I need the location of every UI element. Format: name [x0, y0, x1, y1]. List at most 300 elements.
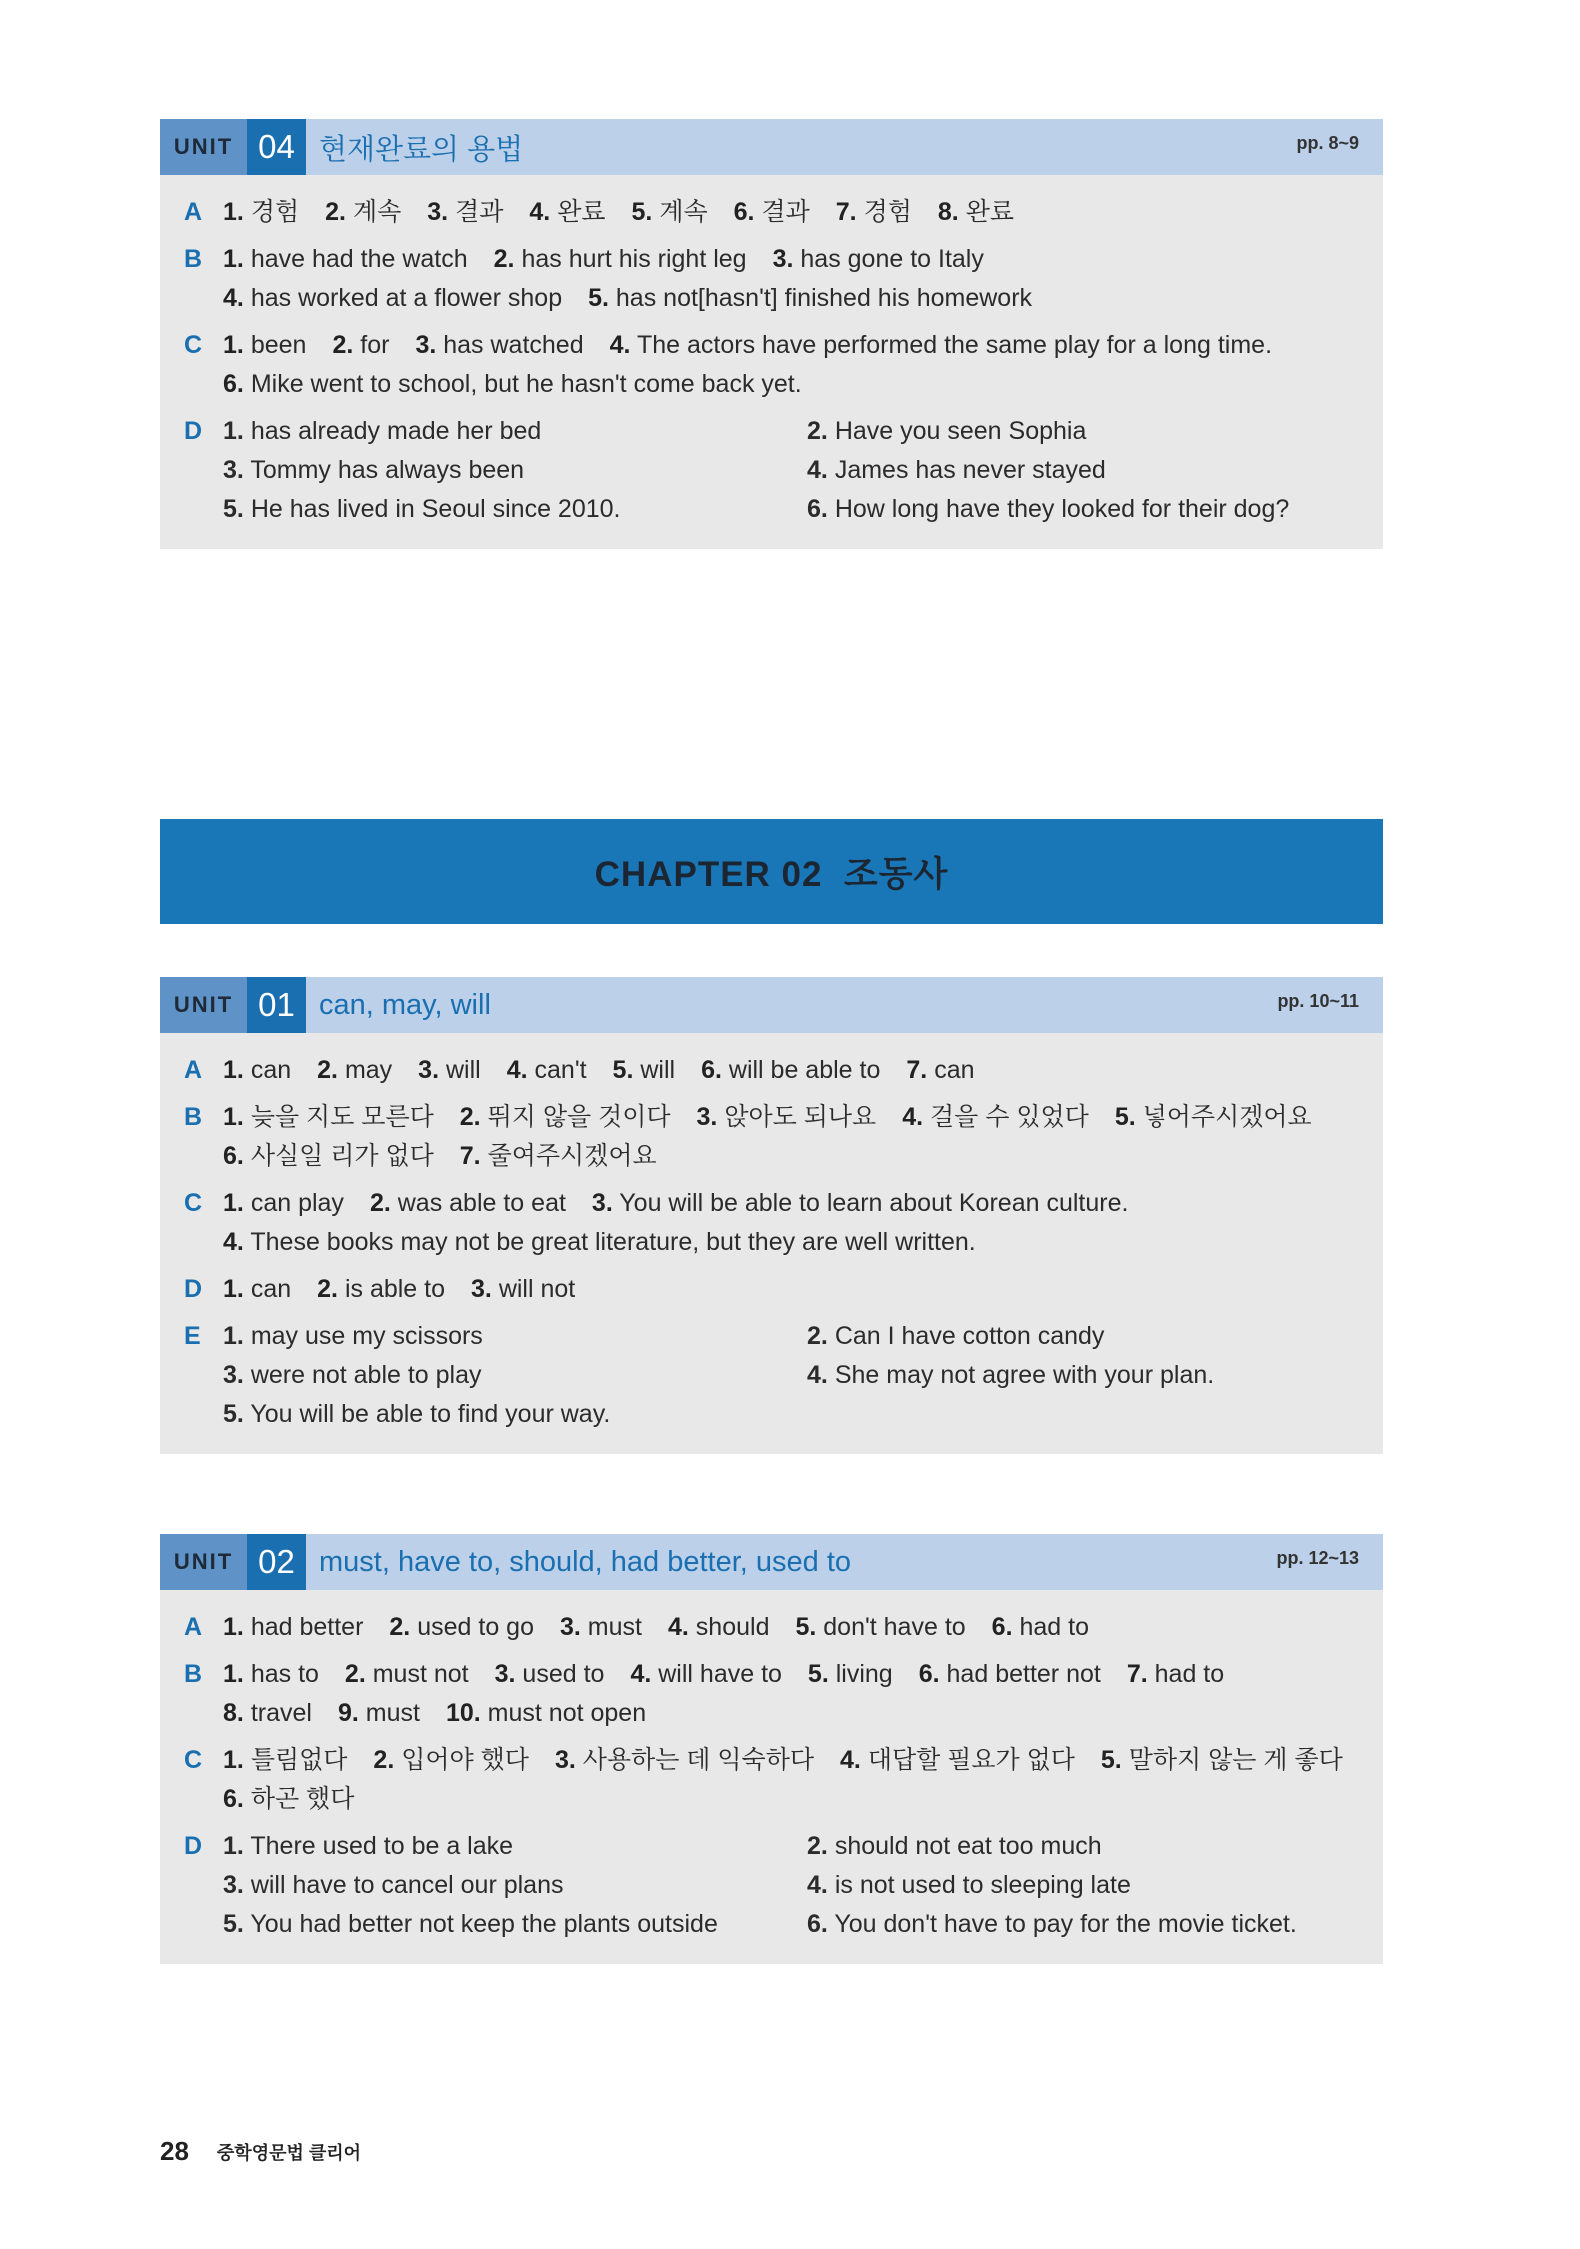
answer-item [795, 1613, 965, 1641]
answer-item [345, 1660, 469, 1688]
answer-number: 3. [223, 1871, 244, 1899]
answer-item [588, 284, 1032, 312]
answer-text: You had better not keep the plants outside [250, 1910, 718, 1938]
answer-row [223, 279, 1383, 318]
answer-rows [223, 240, 1383, 318]
answer-text: 사실일 리가 없다 [250, 1142, 434, 1170]
answer-number: 3. [494, 1660, 516, 1688]
unit-title: can, may, will [319, 988, 491, 1021]
answer-item [734, 198, 810, 226]
answer-number: 5. [1100, 1746, 1122, 1774]
answer-text: 늦을 지도 모른다 [250, 1103, 434, 1131]
answer-text: should [695, 1613, 770, 1641]
answer-item [495, 1660, 605, 1688]
answer-text: had to [1154, 1660, 1225, 1688]
answer-text: used to go [417, 1613, 534, 1641]
answer-text: 계속 [352, 198, 402, 226]
answer-number: 4. [807, 1361, 828, 1389]
answer-item [223, 198, 299, 226]
answer-number: 3. [418, 1056, 440, 1084]
answer-item [223, 1142, 434, 1170]
answer-text: has not[hasn't] finished his homework [615, 284, 1033, 312]
answer-number: 3. [559, 1613, 581, 1641]
answer-text: 계속 [659, 198, 708, 226]
answer-text: The actors have performed the same play for a long time. [636, 331, 1273, 359]
answer-number: 7. [835, 198, 857, 226]
answer-item [840, 1746, 1075, 1774]
section-letter: C [184, 1746, 203, 1774]
answer-item [471, 1275, 575, 1303]
page-number: 28 [160, 2136, 189, 2166]
answer-text: living [835, 1660, 893, 1688]
answer-number: 3. [696, 1103, 718, 1131]
answer-item [389, 1613, 534, 1641]
answer-number: 3. [427, 198, 449, 226]
answer-text: can [934, 1056, 975, 1084]
unit-number: 04 [247, 119, 306, 175]
book-title: 중학영문법 클리어 [216, 2142, 362, 2163]
answer-text: Can I have cotton candy [834, 1322, 1105, 1350]
answer-text: don't have to [823, 1613, 966, 1641]
answer-number: 9. [337, 1699, 359, 1727]
answer-item [555, 1746, 814, 1774]
answer-item [613, 1056, 676, 1084]
answer-number: 6. [733, 198, 755, 226]
answer-row [223, 1741, 1383, 1780]
answer-text: How long have they looked for their dog? [834, 495, 1290, 523]
section-letter: D [184, 417, 203, 445]
answer-text: You will be able to find your way. [250, 1400, 611, 1428]
section-letter: B [184, 1660, 203, 1688]
answer-text: 경험 [863, 198, 912, 226]
answer-text: were not able to play [250, 1361, 482, 1389]
unit-title: must, have to, should, had better, used to [319, 1545, 852, 1578]
unit-02-answers [160, 1534, 1383, 1964]
answer-number: 4. [667, 1613, 689, 1641]
answer-item [223, 284, 562, 312]
answer-text: He has lived in Seoul since 2010. [250, 495, 621, 523]
answer-text: You will be able to learn about Korean culture. [619, 1189, 1129, 1217]
answer-row [223, 365, 1383, 404]
answer-rows [223, 326, 1383, 404]
answer-text: must not [372, 1660, 469, 1688]
answer-item [223, 245, 468, 273]
answer-item [415, 331, 583, 359]
answer-number: 5. [631, 198, 653, 226]
answer-number: 2. [389, 1613, 411, 1641]
answer-text: had better [250, 1613, 364, 1641]
exercise-section-e [160, 1317, 1383, 1434]
answer-text: 결과 [455, 198, 504, 226]
answer-text: must [365, 1699, 420, 1727]
answer-item [223, 1395, 807, 1434]
answer-number: 6. [807, 1910, 828, 1938]
section-letter: C [184, 1189, 203, 1217]
empty-cell [807, 1395, 1383, 1434]
answer-text: will have to [658, 1660, 782, 1688]
answer-number: 5. [223, 1910, 244, 1938]
answer-item [906, 1056, 974, 1084]
answer-text: You don't have to pay for the movie ticket. [834, 1910, 1297, 1938]
answer-item [1127, 1660, 1224, 1688]
answer-item [460, 1142, 657, 1170]
answer-number: 1. [223, 1832, 244, 1860]
chapter-banner [160, 819, 1383, 924]
answer-number: 2. [373, 1746, 395, 1774]
answer-number: 2. [317, 1275, 338, 1303]
answer-item [836, 198, 912, 226]
answer-row [223, 1098, 1383, 1137]
answer-number: 3. [554, 1746, 576, 1774]
answer-rows [223, 1655, 1383, 1733]
answer-number: 2. [317, 1056, 338, 1084]
answer-text: should not eat too much [834, 1832, 1102, 1860]
exercise-section-c [160, 326, 1383, 404]
answer-item [223, 1228, 976, 1256]
answer-item [807, 451, 1383, 490]
answer-item [808, 1660, 893, 1688]
answer-item [630, 1660, 781, 1688]
exercise-section-c [160, 1741, 1383, 1819]
answer-item [592, 1189, 1129, 1217]
chapter-title: CHAPTER 02 조동사 [594, 854, 949, 894]
answer-row [223, 1655, 1383, 1694]
answer-number: 2. [369, 1189, 391, 1217]
answer-item [223, 1660, 319, 1688]
answer-item [223, 490, 807, 529]
answer-number: 5. [1114, 1103, 1136, 1131]
answer-item [919, 1660, 1101, 1688]
answer-number: 4. [807, 1871, 828, 1899]
answer-rows [223, 1608, 1383, 1647]
answer-number: 1. [223, 1189, 244, 1217]
answer-text: There used to be a lake [250, 1832, 514, 1860]
answer-number: 1. [223, 1056, 244, 1084]
answer-text: 결과 [761, 198, 810, 226]
answer-number: 10. [445, 1699, 481, 1727]
answer-item [427, 198, 503, 226]
answer-number: 3. [591, 1189, 613, 1217]
answer-row [223, 193, 1383, 232]
answer-number: 2. [807, 1832, 828, 1860]
answer-number: 6. [701, 1056, 722, 1084]
unit-body [160, 1590, 1383, 1964]
answer-text: had to [1019, 1613, 1089, 1641]
answer-number: 3. [415, 331, 437, 359]
answer-rows [223, 193, 1383, 232]
answer-text: is not used to sleeping late [834, 1871, 1131, 1899]
answer-item [1101, 1746, 1343, 1774]
answer-item [807, 1866, 1383, 1905]
answer-number: 8. [223, 1699, 244, 1727]
answer-text: was able to eat [397, 1189, 566, 1217]
answer-item [807, 412, 1383, 451]
answer-text: has already made her bed [250, 417, 542, 445]
exercise-section-c [160, 1184, 1383, 1262]
answer-number: 4. [529, 198, 551, 226]
answer-item [223, 370, 802, 398]
answer-number: 3. [223, 1361, 244, 1389]
answer-item [223, 1866, 807, 1905]
answer-item [223, 1785, 354, 1813]
answer-number: 4. [223, 284, 244, 312]
answer-item [507, 1056, 587, 1084]
page-footer [160, 2136, 361, 2167]
answer-number: 5. [223, 1400, 244, 1428]
answer-text: 하곤 했다 [250, 1785, 355, 1813]
answer-text: Mike went to school, but he hasn't come back yet. [250, 370, 802, 398]
answer-item [223, 1056, 291, 1084]
section-letter: C [184, 331, 203, 359]
answer-text: can play [250, 1189, 344, 1217]
answer-number: 4. [609, 331, 631, 359]
answer-item [902, 1103, 1089, 1131]
answer-number: 2. [332, 331, 354, 359]
answer-item [223, 331, 306, 359]
section-letter: E [184, 1322, 201, 1350]
answer-number: 4. [223, 1228, 244, 1256]
answer-number: 1. [223, 331, 244, 359]
answer-text: can [250, 1056, 292, 1084]
answer-text: 줄여주시겠어요 [487, 1142, 657, 1170]
answer-number: 2. [344, 1660, 366, 1688]
answer-item [632, 198, 708, 226]
answer-text: 완료 [965, 198, 1014, 226]
answer-number: 8. [937, 198, 959, 226]
answer-rows [223, 1827, 1383, 1944]
answer-number: 6. [991, 1613, 1013, 1641]
answer-number: 3. [471, 1275, 492, 1303]
answer-number: 5. [223, 495, 244, 523]
answer-item [938, 198, 1014, 226]
answer-text: 틀림없다 [250, 1746, 348, 1774]
answer-item [223, 412, 807, 451]
answer-number: 5. [588, 284, 609, 312]
answer-number: 6. [223, 1785, 244, 1813]
answer-number: 1. [223, 1322, 244, 1350]
answer-rows [223, 1051, 1383, 1090]
answer-row [223, 240, 1383, 279]
answer-text: must not open [487, 1699, 647, 1727]
answer-item [494, 245, 747, 273]
answer-number: 6. [223, 370, 244, 398]
answer-text: 대답할 필요가 없다 [867, 1746, 1075, 1774]
answer-rows [223, 1270, 1383, 1309]
answer-text: travel [250, 1699, 312, 1727]
answer-rows [223, 1098, 1383, 1176]
answer-text: may [344, 1056, 393, 1084]
answer-item [773, 245, 984, 273]
answer-rows [223, 1317, 1383, 1434]
unit-title: 현재완료의 용법 [319, 133, 524, 166]
unit-number: 01 [247, 977, 306, 1033]
answer-text: Tommy has always been [250, 456, 525, 484]
answer-number: 2. [459, 1103, 481, 1131]
answer-row [223, 1137, 1383, 1176]
section-letter: D [184, 1275, 203, 1303]
answer-number: 1. [223, 198, 244, 226]
answer-text: 말하지 않는 게 좋다 [1128, 1746, 1343, 1774]
answer-text: will have to cancel our plans [250, 1871, 564, 1899]
answer-text: will [640, 1056, 676, 1084]
answer-item [560, 1613, 642, 1641]
answer-number: 6. [807, 495, 828, 523]
section-letter: B [184, 245, 203, 273]
answer-text: has gone to Italy [800, 245, 984, 273]
answer-text: is able to [344, 1275, 445, 1303]
answer-item [807, 1356, 1383, 1395]
answer-item [807, 1827, 1383, 1866]
answer-item [373, 1746, 529, 1774]
answer-number: 2. [493, 245, 515, 273]
answer-number: 7. [906, 1056, 928, 1084]
unit-body [160, 1033, 1383, 1454]
answer-item [317, 1056, 392, 1084]
answer-item [223, 1905, 807, 1944]
answer-number: 1. [223, 1746, 244, 1774]
answer-number: 2. [807, 417, 828, 445]
answer-text: will be able to [728, 1056, 881, 1084]
answer-number: 1. [223, 1275, 244, 1303]
unit-label: UNIT [160, 1534, 247, 1590]
answer-item [807, 1905, 1383, 1944]
answer-number: 1. [223, 1103, 244, 1131]
answer-number: 4. [630, 1660, 652, 1688]
answer-text: has to [250, 1660, 319, 1688]
answer-item [701, 1056, 880, 1084]
exercise-section-b [160, 240, 1383, 318]
unit-header [160, 1534, 1383, 1590]
answer-item [223, 1613, 363, 1641]
unit-pages: pp. 10~11 [1277, 991, 1359, 1011]
answer-item [223, 451, 807, 490]
answer-number: 5. [612, 1056, 634, 1084]
answer-text: will not [498, 1275, 576, 1303]
unit-label: UNIT [160, 977, 247, 1033]
answer-item [529, 198, 605, 226]
answer-item [223, 1275, 291, 1303]
answer-text: can [250, 1275, 292, 1303]
answer-item [223, 1356, 807, 1395]
answer-text: Have you seen Sophia [834, 417, 1087, 445]
answer-item [223, 1317, 807, 1356]
answer-rows [223, 1741, 1383, 1819]
answer-number: 4. [506, 1056, 528, 1084]
answer-row [223, 1780, 1383, 1819]
exercise-section-a [160, 193, 1383, 232]
answer-text: has hurt his right leg [521, 245, 747, 273]
answer-number: 7. [1126, 1660, 1148, 1688]
unit-number: 02 [247, 1534, 306, 1590]
answer-rows [223, 1184, 1383, 1262]
answer-item [418, 1056, 481, 1084]
section-letter: B [184, 1103, 203, 1131]
answer-number: 2. [325, 198, 346, 226]
answer-text: for [360, 331, 390, 359]
answer-text: may use my scissors [250, 1322, 483, 1350]
section-letter: A [184, 1056, 203, 1084]
answer-row [223, 326, 1383, 365]
section-letter: A [184, 198, 203, 226]
answer-text: She may not agree with your plan. [834, 1361, 1215, 1389]
answer-number: 1. [223, 1660, 244, 1688]
unit-label: UNIT [160, 119, 247, 175]
answer-text: 걸을 수 있었다 [930, 1103, 1089, 1131]
unit-pages: pp. 12~13 [1276, 1548, 1359, 1568]
exercise-section-b [160, 1098, 1383, 1176]
answer-text: had better not [946, 1660, 1101, 1688]
answer-item [807, 490, 1383, 529]
answer-number: 3. [772, 245, 794, 273]
answer-text: have had the watch [250, 245, 468, 273]
answer-text: James has never stayed [834, 456, 1106, 484]
answer-item [668, 1613, 769, 1641]
exercise-section-d [160, 1270, 1383, 1309]
answer-number: 1. [223, 417, 244, 445]
answer-text: 사용하는 데 익숙하다 [582, 1746, 814, 1774]
unit-body [160, 175, 1383, 549]
answer-row [223, 1223, 1383, 1262]
answer-text: 넣어주시겠어요 [1142, 1103, 1312, 1131]
answer-item [1115, 1103, 1312, 1131]
unit-header [160, 977, 1383, 1033]
section-letter: D [184, 1832, 203, 1860]
answer-number: 4. [840, 1746, 861, 1774]
answer-item [332, 331, 389, 359]
answer-text: 입어야 했다 [401, 1746, 529, 1774]
answer-text: 완료 [557, 198, 606, 226]
unit-pages: pp. 8~9 [1296, 133, 1359, 153]
answer-item [223, 1103, 434, 1131]
answer-row [223, 1694, 1383, 1733]
answer-item [338, 1699, 420, 1727]
answer-item [370, 1189, 566, 1217]
exercise-section-d [160, 1827, 1383, 1944]
answer-text: has worked at a flower shop [250, 284, 563, 312]
answer-number: 1. [223, 245, 244, 273]
unit-01-answers [160, 977, 1383, 1454]
section-letter: A [184, 1613, 203, 1641]
answer-item [446, 1699, 646, 1727]
exercise-section-d [160, 412, 1383, 529]
answer-number: 7. [459, 1142, 481, 1170]
answer-item [807, 1317, 1383, 1356]
answer-text: been [250, 331, 307, 359]
answer-text: 경험 [250, 198, 300, 226]
unit-header [160, 119, 1383, 175]
answer-item [317, 1275, 445, 1303]
answer-text: 뛰지 않을 것이다 [487, 1103, 671, 1131]
answer-number: 4. [807, 456, 828, 484]
answer-text: can't [534, 1056, 587, 1084]
answer-row [223, 1270, 1383, 1309]
answer-number: 6. [223, 1142, 244, 1170]
answer-item [697, 1103, 877, 1131]
answer-row [223, 1184, 1383, 1223]
unit-04-answers [160, 119, 1383, 549]
answer-text: used to [522, 1660, 605, 1688]
exercise-section-a [160, 1051, 1383, 1090]
answer-item [223, 1746, 347, 1774]
answer-number: 1. [223, 1613, 244, 1641]
answer-item [223, 1189, 344, 1217]
answer-item [223, 1699, 312, 1727]
answer-item [325, 198, 401, 226]
answer-row [223, 1051, 1383, 1090]
answer-number: 6. [918, 1660, 940, 1688]
answer-text: will [445, 1056, 481, 1084]
answer-number: 5. [807, 1660, 829, 1688]
